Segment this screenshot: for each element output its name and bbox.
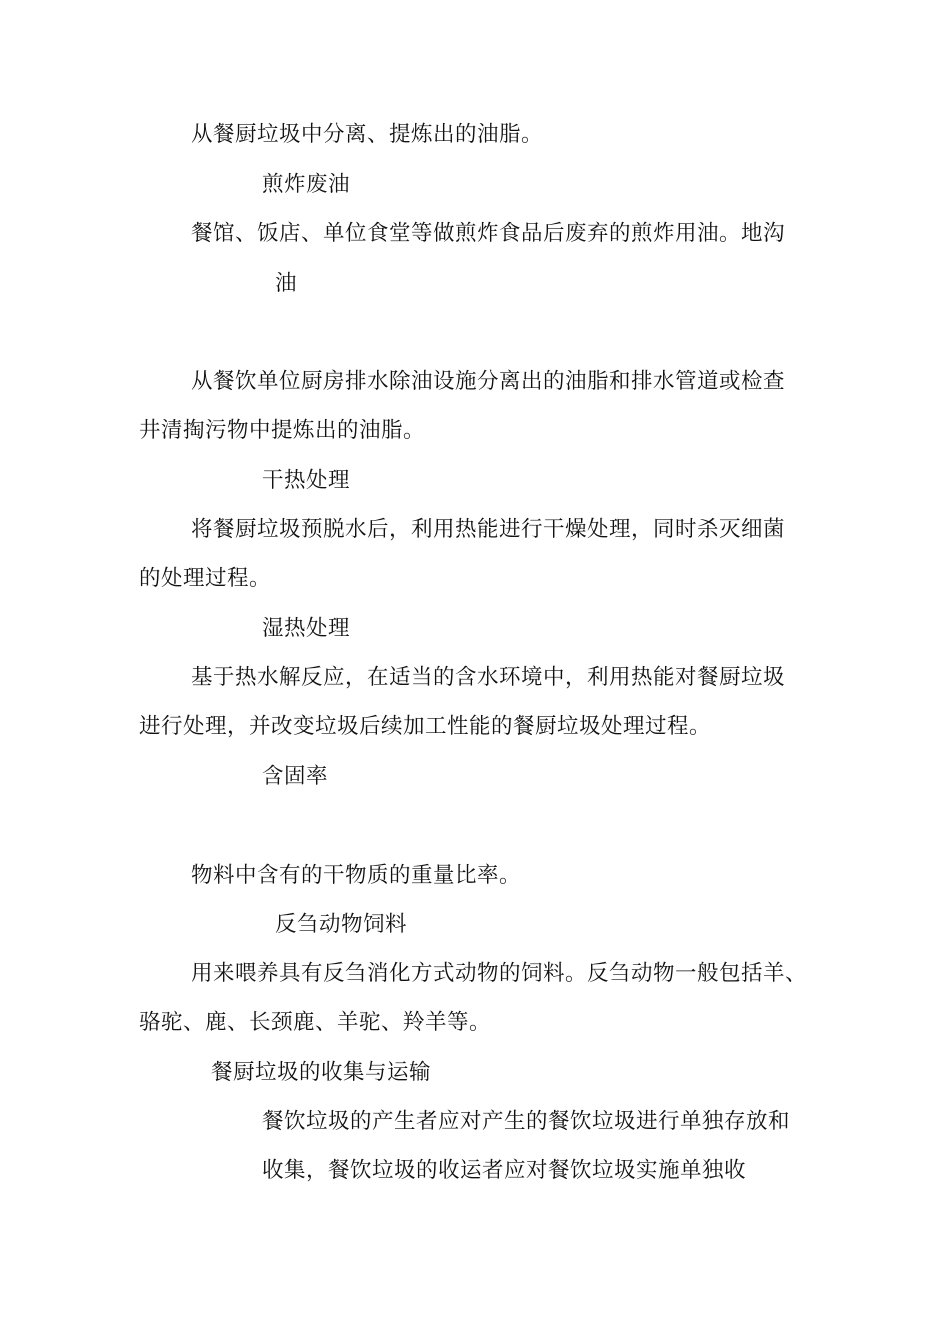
oil-extracted-definition: 从餐厨垃圾中分离、提炼出的油脂。: [191, 122, 544, 147]
section-body-line-1: 餐饮垃圾的产生者应对产生的餐饮垃圾进行单独存放和: [262, 1109, 791, 1134]
wet-heat-definition-line-1: 基于热水解反应，在适当的含水环境中，利用热能对餐厨垃圾: [191, 665, 786, 690]
solid-content-definition: 物料中含有的干物质的重量比率。: [191, 863, 522, 888]
frying-oil-definition-line-1: 餐馆、饭店、单位食堂等做煎炸食品后废弃的煎炸用油。地沟: [191, 221, 786, 246]
ruminant-feed-definition-line-2: 骆驼、鹿、长颈鹿、羊驼、羚羊等。: [139, 1010, 492, 1035]
wet-heat-term: 湿热处理: [262, 616, 351, 641]
section-body-line-2: 收集，餐饮垃圾的收运者应对餐饮垃圾实施单独收: [262, 1158, 747, 1183]
wet-heat-definition-line-2: 进行处理，并改变垃圾后续加工性能的餐厨垃圾处理过程。: [139, 714, 712, 739]
solid-content-term: 含固率: [262, 764, 329, 789]
dry-heat-definition-line-2: 的处理过程。: [139, 566, 272, 591]
gutter-oil-definition-line-2: 井清掏污物中提炼出的油脂。: [139, 418, 426, 443]
ruminant-feed-term: 反刍动物饲料: [275, 912, 408, 937]
gutter-oil-term-tail: 油: [275, 271, 298, 296]
dry-heat-term: 干热处理: [262, 468, 351, 493]
section-title: 餐厨垃圾的收集与运输: [211, 1060, 432, 1085]
gutter-oil-definition-line-1: 从餐饮单位厨房排水除油设施分离出的油脂和排水管道或检查: [191, 369, 786, 394]
dry-heat-definition-line-1: 将餐厨垃圾预脱水后，利用热能进行干燥处理，同时杀灭细菌: [191, 517, 786, 542]
ruminant-feed-definition-line-1: 用来喂养具有反刍消化方式动物的饲料。反刍动物一般包括羊、: [191, 961, 808, 986]
frying-oil-term: 煎炸废油: [262, 172, 351, 197]
